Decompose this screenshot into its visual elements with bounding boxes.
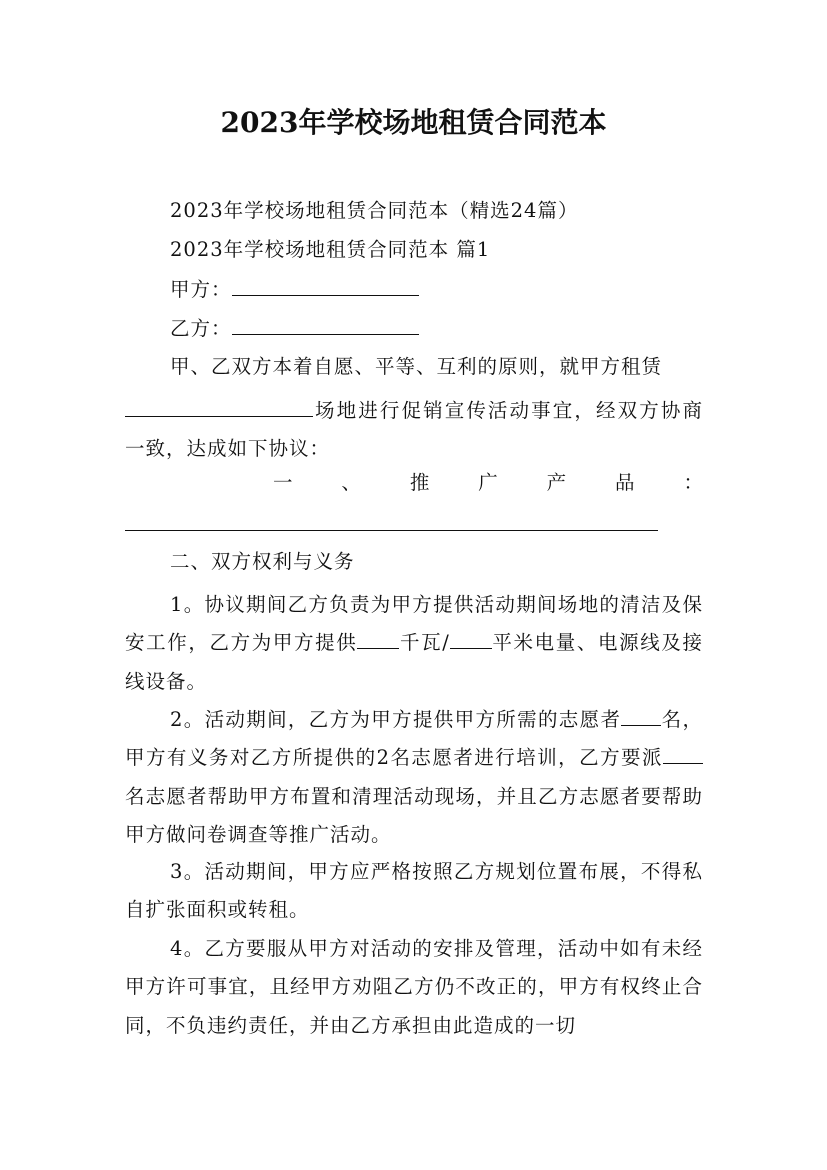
item1-char: 品 xyxy=(615,471,635,494)
heading-rights-duties: 二、双方权利与义务 xyxy=(170,550,355,573)
document-title: 2023年学校场地租赁合同范本 xyxy=(220,106,607,139)
intro-paragraph: 场地进行促销宣传活动事宜，经双方协商一致，达成如下协议： xyxy=(125,399,703,461)
item1-char: 广 xyxy=(478,471,498,494)
item1-char: 、 xyxy=(341,471,361,494)
item1-char: ： xyxy=(683,471,703,494)
party-b-blank[interactable] xyxy=(232,316,419,335)
section-heading: 2023年学校场地租赁合同范本 篇1 xyxy=(170,238,491,261)
document-subtitle: 2023年学校场地租赁合同范本（精选24篇） xyxy=(170,199,579,222)
item1-char: 一 xyxy=(273,471,293,494)
product-blank[interactable] xyxy=(125,530,658,531)
party-b-line xyxy=(170,314,419,344)
clause-3: 3。活动期间，甲方应严格按照乙方规划位置布展，不得私自扩张面积或转租。 xyxy=(125,860,703,922)
party-a-blank[interactable] xyxy=(232,277,419,296)
intro-line-1: 甲、乙双方本着自愿、平等、互利的原则，就甲方租赁 xyxy=(170,355,663,378)
party-b-label: 乙方： xyxy=(170,317,232,340)
clause-1-unit: 千瓦/ xyxy=(399,631,450,655)
clause-1-tail: 平米电量、电源线及接线设备。 xyxy=(125,631,703,693)
clause-4: 4。乙方要服从甲方对活动的安排及管理，活动中如有未经甲方许可事宜，且经甲方劝阻乙方仍不改正的，甲方有权终止合同，不负违约责任，并由乙方承担由此造成的一切 xyxy=(125,937,703,1037)
kilowatt-blank[interactable] xyxy=(357,630,399,649)
clause-2-text: 2。活动期间，乙方为甲方提供甲方所需的志愿者 xyxy=(170,708,622,731)
item1-char: 产 xyxy=(546,471,567,494)
party-a-line xyxy=(170,275,419,305)
item1-char: 推 xyxy=(409,471,430,494)
clause-1-text: 1。协议期间乙方负责为甲方提供活动期间场地的清洁及保安工作，乙方为甲方提供 xyxy=(125,593,703,655)
item1-line xyxy=(125,468,703,498)
volunteer-count-blank[interactable] xyxy=(621,707,661,726)
clause-2-mid: 名，甲方有义务对乙方所提供的2名志愿者进行培训，乙方要派 xyxy=(125,708,703,770)
party-a-label: 甲方： xyxy=(170,278,232,301)
volunteer-send-blank[interactable] xyxy=(663,745,703,764)
clause-1 xyxy=(125,586,703,701)
clause-2-tail: 名志愿者帮助甲方布置和清理活动现场，并且乙方志愿者要帮助甲方做问卷调查等推广活动。 xyxy=(125,784,703,846)
area-blank[interactable] xyxy=(450,630,492,649)
clause-2 xyxy=(125,701,703,854)
